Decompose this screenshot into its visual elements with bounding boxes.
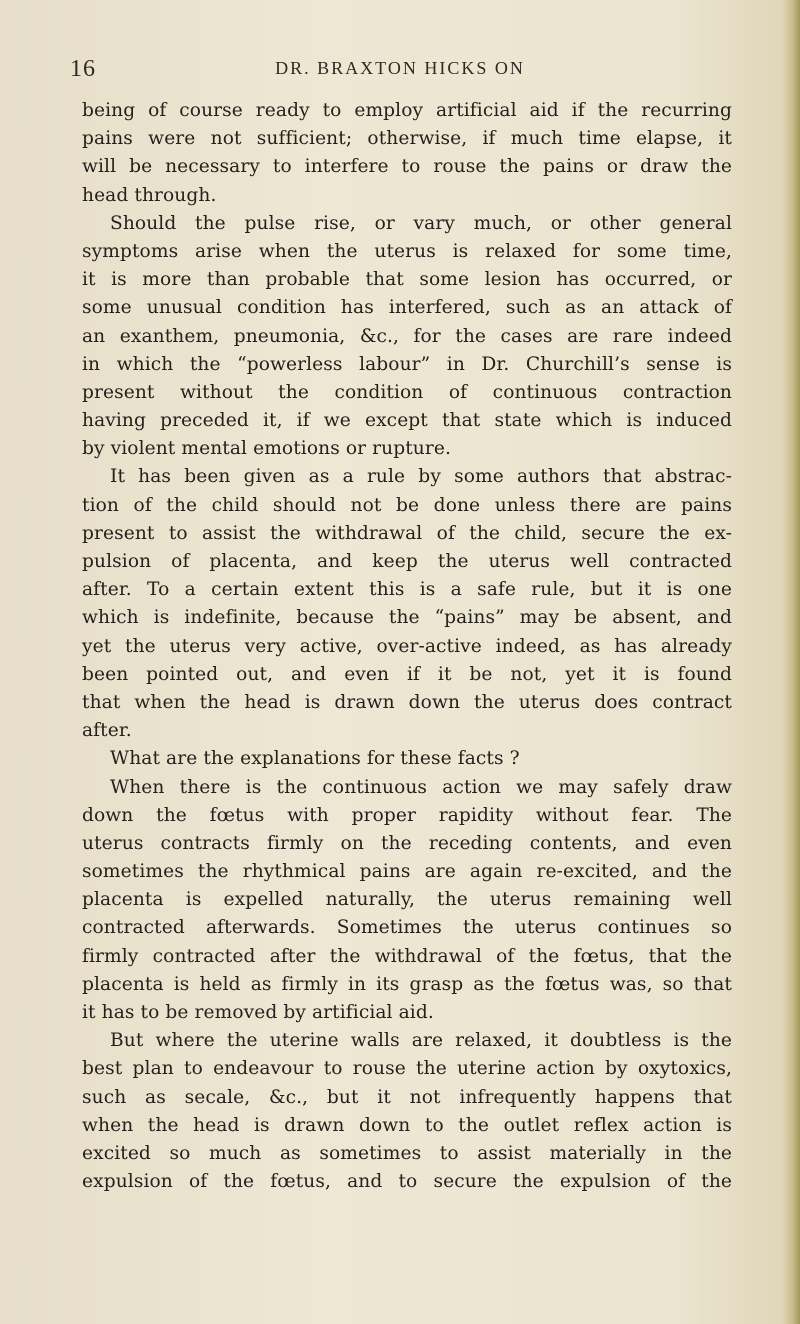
page-number: 16 xyxy=(70,56,96,82)
text-line: uterus contracts firmly on the receding contents, and even xyxy=(82,832,732,854)
text-line: placenta is held as firmly in its grasp as the fœtus was, so that xyxy=(82,973,732,995)
text-line: contracted afterwards. Sometimes the uterus continues so xyxy=(82,917,732,939)
text-line: being of course ready to employ artificial aid if the recurring xyxy=(82,100,732,121)
text-line: an exanthem, pneumonia, &c., for the cases are rare indeed xyxy=(82,325,732,347)
text-line: after. To a certain extent this is a safe rule, but it is one xyxy=(82,579,732,601)
text-line: yet the uterus very active, over-active indeed, as has already xyxy=(82,635,732,657)
page-header xyxy=(70,56,730,90)
text-line: such as secale, &c., but it not infrequently happens that xyxy=(82,1086,732,1108)
text-line: Should the pulse rise, or vary much, or other general xyxy=(110,212,732,234)
text-line: after. xyxy=(82,720,132,742)
text-line: that when the head is drawn down the uterus does contract xyxy=(82,691,732,713)
running-head: DR. BRAXTON HICKS ON xyxy=(275,58,525,78)
text-line: placenta is expelled naturally, the uterus remaining well xyxy=(82,889,732,911)
text-line: When there is the continuous action we may safely draw xyxy=(110,776,732,798)
text-line: best plan to endeavour to rouse the uterine action by oxytoxics, xyxy=(82,1058,732,1080)
text-line: will be necessary to interfere to rouse the pains or draw the xyxy=(82,156,732,178)
text-line: it has to be removed by artificial aid. xyxy=(82,1002,434,1023)
text-line: been pointed out, and even if it be not, yet it is found xyxy=(82,663,732,685)
text-line: pains were not sufficient; otherwise, if much time elapse, it xyxy=(82,128,732,150)
text-line: it is more than probable that some lesion has occurred, or xyxy=(82,269,732,291)
text-line: It has been given as a rule by some authors that abstrac- xyxy=(110,466,732,488)
text-line: present to assist the withdrawal of the child, secure the ex- xyxy=(82,522,732,544)
text-line: when the head is drawn down to the outlet reflex action is xyxy=(82,1114,732,1136)
text-line: symptoms arise when the uterus is relaxed for some time, xyxy=(82,240,732,262)
text-line: in which the “powerless labour” in Dr. Churchill’s sense is xyxy=(82,353,732,375)
text-line: pulsion of placenta, and keep the uterus well contracted xyxy=(82,551,732,572)
page-edge-shadow xyxy=(782,0,800,1324)
text-line: But where the uterine walls are relaxed, it doubtless is the xyxy=(110,1030,732,1052)
text-line: some unusual condition has interfered, such as an attack of xyxy=(82,297,732,319)
text-line: sometimes the rhythmical pains are again re-excited, and the xyxy=(82,861,732,883)
text-line: by violent mental emotions or rupture. xyxy=(82,438,451,460)
text-line: down the fœtus with proper rapidity without fear. The xyxy=(82,804,732,826)
text-line: excited so much as sometimes to assist materially in the xyxy=(82,1142,732,1164)
text-line: What are the explanations for these facts ? xyxy=(110,748,520,770)
text-line: having preceded it, if we except that state which is induced xyxy=(82,410,732,432)
text-line: present without the condition of continuous contraction xyxy=(82,381,732,403)
text-line: head through. xyxy=(82,184,217,206)
text-line: which is indefinite, because the “pains” may be absent, and xyxy=(82,607,732,629)
text-line: firmly contracted after the withdrawal of the fœtus, that the xyxy=(82,945,732,967)
body-text xyxy=(82,97,732,1196)
text-line: tion of the child should not be done unless there are pains xyxy=(82,494,732,516)
text-line: expulsion of the fœtus, and to secure the expulsion of the xyxy=(82,1171,732,1193)
